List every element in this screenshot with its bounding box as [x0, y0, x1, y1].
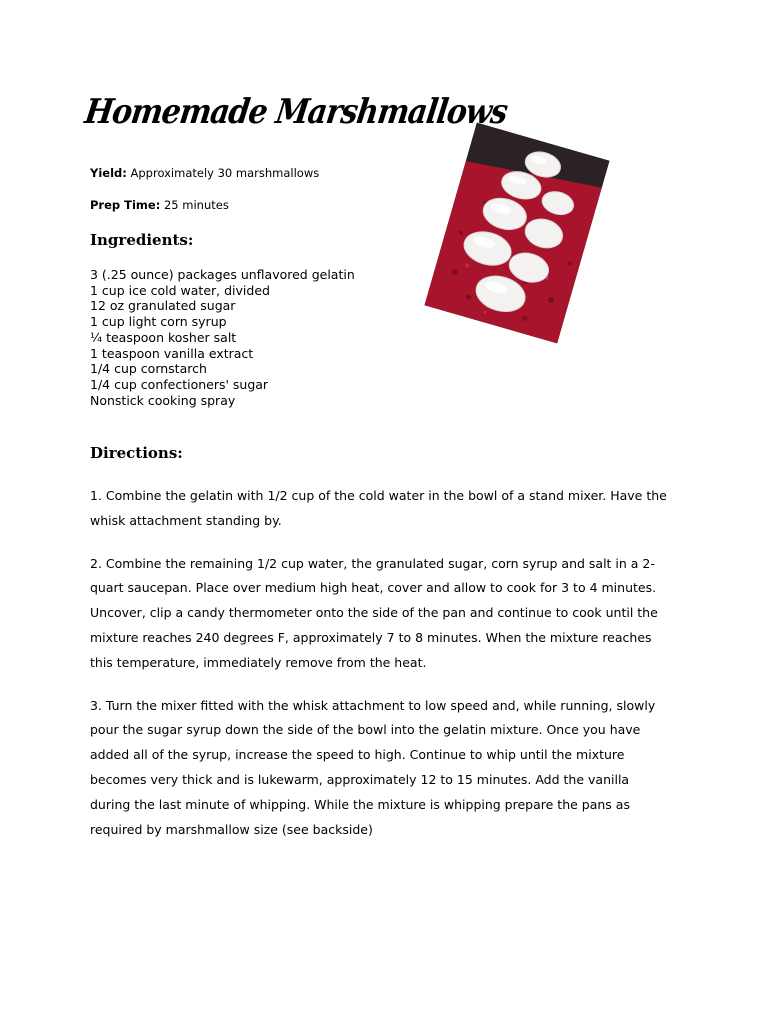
ingredients-heading: Ingredients: — [90, 231, 194, 249]
prep-time-value: 25 minutes — [163, 198, 229, 212]
ingredient-item: Nonstick cooking spray — [90, 392, 236, 408]
directions-steps — [90, 484, 690, 860]
yield-label: Yield: — [90, 166, 127, 180]
ingredient-item: 1/4 cup confectioners' sugar — [90, 376, 269, 392]
direction-step-2: 2. Combine the remaining 1/2 cup water, the granulated sugar, corn syrup and salt in a 2- quart saucepan. Place over medium high heat, cover and allow to cook for 3 to 4 minutes. Uncover, clip a candy thermometer onto the side of the pan and continue to cook until the mixture reaches 240 degrees F, approximately 7 to 8 minutes. When the mixture reaches this temperature, immediately remove from the heat. — [90, 555, 658, 670]
marshmallows-image — [424, 123, 609, 344]
ingredients-list — [90, 267, 355, 408]
yield-line — [90, 166, 319, 180]
direction-step-3: 3. Turn the mixer fitted with the whisk attachment to low speed and, while running, slowly pour the sugar syrup down the side of the bowl into the gelatin mixture. Once you have added all of the syrup, increase the speed to high. Continue to whip until the mixture becomes very thick and is lukewarm, approximately 12 to 15 minutes. Add the vanilla during the last minute of whipping. While the mixture is whipping prepare the pans as required by marshmallow size (see backside) — [90, 697, 656, 837]
directions-heading: Directions: — [90, 444, 183, 462]
ingredient-item: 1 teaspoon vanilla extract — [90, 345, 254, 361]
prep-time-line — [90, 198, 229, 212]
ingredient-item: 1/4 cup cornstarch — [90, 361, 207, 377]
marshmallows-photo — [424, 123, 609, 344]
yield-value: Approximately 30 marshmallows — [130, 166, 320, 180]
prep-time-label: Prep Time: — [90, 198, 161, 212]
ingredient-item: 12 oz granulated sugar — [90, 298, 236, 314]
page-title: Homemade Marshmallows — [82, 92, 510, 132]
ingredient-item: 1 cup ice cold water, divided — [90, 282, 270, 298]
direction-step-1: 1. Combine the gelatin with 1/2 cup of the cold water in the bowl of a stand mixer. Have the whisk attachment standing by. — [90, 488, 667, 528]
ingredient-item: 3 (.25 ounce) packages unflavored gelatin — [90, 267, 355, 282]
ingredient-item: ¼ teaspoon kosher salt — [90, 329, 237, 345]
ingredient-item: 1 cup light corn syrup — [90, 314, 227, 330]
